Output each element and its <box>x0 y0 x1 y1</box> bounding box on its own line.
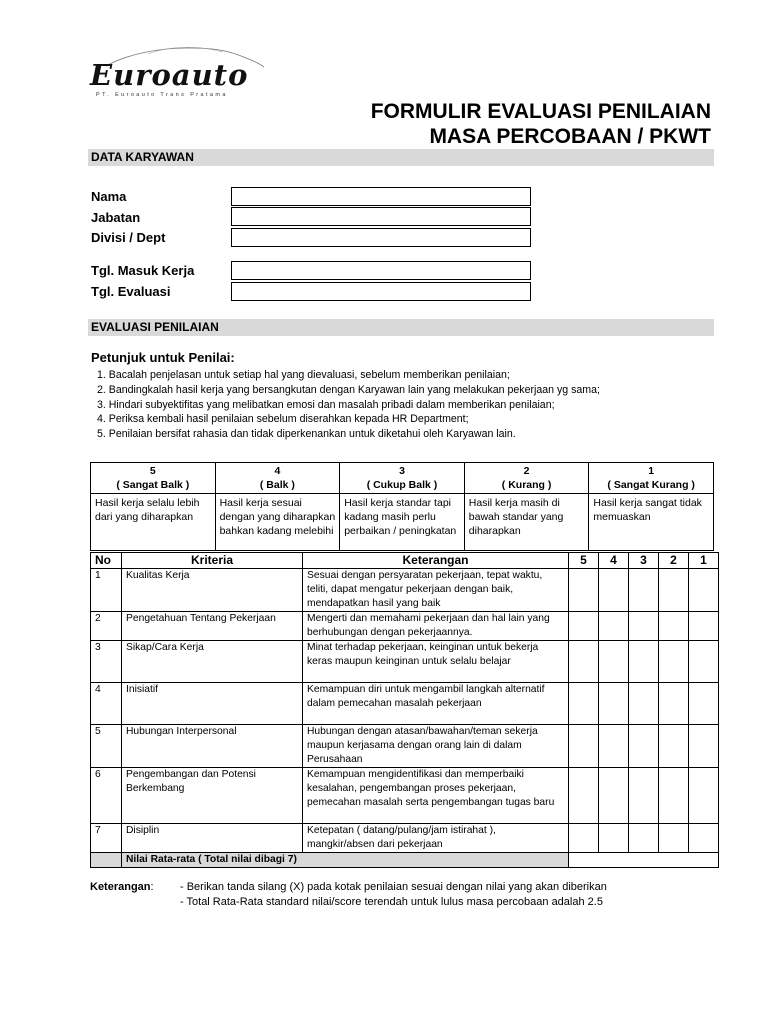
row-kriteria: Inisiatif <box>122 683 303 725</box>
note-line-2: - Total Rata-Rata standard nilai/score terendah untuk lulus masa percobaan adalah 2.5 <box>180 896 603 908</box>
logo-wordmark: Euroauto <box>90 58 249 92</box>
input-jabatan[interactable] <box>231 207 531 226</box>
score-cell-4[interactable] <box>599 824 629 853</box>
score-cell-2[interactable] <box>659 683 689 725</box>
score-cell-3[interactable] <box>629 641 659 683</box>
scale-header-3: 3 ( Cukup Balk ) <box>340 463 465 494</box>
scale-desc-5: Hasil kerja selalu lebih dari yang diharapkan <box>91 494 216 551</box>
instruction-item: 3. Hindari subyektifitas yang melibatkan emosi dan masalah pribadi dalam memberikan penilaian; <box>97 398 555 411</box>
instruction-item: 5. Penilaian bersifat rahasia dan tidak diperkenankan untuk diketahui oleh Karyawan lain. <box>97 428 516 441</box>
scale-desc-4: Hasil kerja sesuai dengan yang diharapkan bahkan kadang melebihi <box>215 494 340 551</box>
score-cell-4[interactable] <box>599 768 629 824</box>
form-title-line1: FORMULIR EVALUASI PENILAIAN <box>370 100 711 123</box>
label-tgl-masuk: Tgl. Masuk Kerja <box>91 263 195 278</box>
notes-label: Keterangan: <box>90 881 154 893</box>
score-cell-1[interactable] <box>689 824 719 853</box>
table-row <box>91 641 719 683</box>
scale-header-4: 4 ( Balk ) <box>215 463 340 494</box>
note-line-1: - Berikan tanda silang (X) pada kotak penilaian sesuai dengan nilai yang akan diberikan <box>180 881 607 893</box>
table-row <box>91 612 719 641</box>
row-kriteria: Disiplin <box>122 824 303 853</box>
score-cell-1[interactable] <box>689 612 719 641</box>
input-divisi[interactable] <box>231 228 531 247</box>
label-jabatan: Jabatan <box>91 210 141 225</box>
score-cell-2[interactable] <box>659 612 689 641</box>
row-no: 7 <box>91 824 122 853</box>
col-header-score-1: 1 <box>689 553 719 569</box>
instruction-item: 4. Periksa kembali hasil penilaian sebelum diserahkan kepada HR Department; <box>97 413 469 426</box>
input-tgl-evaluasi[interactable] <box>231 282 531 301</box>
form-title-line2: MASA PERCOBAAN / PKWT <box>429 125 711 148</box>
col-header-score-5: 5 <box>569 553 599 569</box>
col-header-kriteria: Kriteria <box>122 553 303 569</box>
row-no: 4 <box>91 683 122 725</box>
company-logo <box>88 40 268 100</box>
label-nama: Nama <box>91 189 127 204</box>
row-keterangan: Mengerti dan memahami pekerjaan dan hal lain yang berhubungan dengan pekerjaannya. <box>303 612 569 641</box>
row-kriteria: Sikap/Cara Kerja <box>122 641 303 683</box>
score-cell-2[interactable] <box>659 569 689 612</box>
row-kriteria: Hubungan Interpersonal <box>122 725 303 768</box>
table-row <box>91 725 719 768</box>
scale-desc-2: Hasil kerja masih di bawah standar yang diharapkan <box>464 494 589 551</box>
row-no: 3 <box>91 641 122 683</box>
score-cell-3[interactable] <box>629 683 659 725</box>
instruction-item: 1. Bacalah penjelasan untuk setiap hal yang dievaluasi, sebelum memberikan penilaian; <box>97 369 510 381</box>
logo-company-name: PT. Euroauto Trans Pratama <box>96 92 228 98</box>
label-divisi: Divisi / Dept <box>91 230 166 245</box>
instruction-item: 2. Bandingkalah hasil kerja yang bersangkutan dengan Karyawan lain yang melakukan pekerjaan yg sama; <box>97 383 600 396</box>
section-evaluasi-penilaian: EVALUASI PENILAIAN <box>88 319 714 336</box>
score-cell-2[interactable] <box>659 824 689 853</box>
table-row <box>91 683 719 725</box>
score-cell-2[interactable] <box>659 641 689 683</box>
average-row <box>91 853 719 868</box>
row-kriteria: Pengembangan dan Potensi Berkembang <box>122 768 303 824</box>
rating-scale-table <box>90 462 714 551</box>
score-cell-4[interactable] <box>599 725 629 768</box>
average-row-spacer <box>91 853 122 868</box>
score-cell-5[interactable] <box>569 725 599 768</box>
scale-header-5: 5 ( Sangat Balk ) <box>91 463 216 494</box>
row-keterangan: Kemampuan diri untuk mengambil langkah alternatif dalam pemecahan masalah pekerjaan <box>303 683 569 725</box>
average-label: Nilai Rata-rata ( Total nilai dibagi 7) <box>122 853 569 868</box>
label-tgl-evaluasi: Tgl. Evaluasi <box>91 284 171 299</box>
score-cell-5[interactable] <box>569 569 599 612</box>
instructions-list <box>97 368 600 442</box>
score-cell-1[interactable] <box>689 725 719 768</box>
col-header-score-3: 3 <box>629 553 659 569</box>
scale-header-1: 1 ( Sangat Kurang ) <box>589 463 714 494</box>
scale-desc-1: Hasil kerja sangat tidak memuaskan <box>589 494 714 551</box>
score-cell-1[interactable] <box>689 641 719 683</box>
row-no: 5 <box>91 725 122 768</box>
score-cell-3[interactable] <box>629 569 659 612</box>
scale-header-2: 2 ( Kurang ) <box>464 463 589 494</box>
row-keterangan: Minat terhadap pekerjaan, keinginan untuk bekerja keras maupun keinginan untuk selalu belajar <box>303 641 569 683</box>
row-no: 1 <box>91 569 122 612</box>
section-data-karyawan: DATA KARYAWAN <box>88 149 714 166</box>
score-cell-1[interactable] <box>689 768 719 824</box>
col-header-score-4: 4 <box>599 553 629 569</box>
score-cell-1[interactable] <box>689 683 719 725</box>
instructions-heading: Petunjuk untuk Penilai: <box>91 350 235 365</box>
row-keterangan: Kemampuan mengidentifikasi dan memperbaiki kesalahan, pengembangan proses pekerjaan, pemecahan masalah serta pengembangan tugas baru <box>303 768 569 824</box>
col-header-score-2: 2 <box>659 553 689 569</box>
criteria-table <box>90 552 719 868</box>
score-cell-3[interactable] <box>629 612 659 641</box>
score-cell-3[interactable] <box>629 824 659 853</box>
score-cell-5[interactable] <box>569 824 599 853</box>
score-cell-1[interactable] <box>689 569 719 612</box>
score-cell-3[interactable] <box>629 768 659 824</box>
score-cell-2[interactable] <box>659 725 689 768</box>
score-cell-4[interactable] <box>599 569 629 612</box>
average-value-cell[interactable] <box>569 853 719 868</box>
input-tgl-masuk[interactable] <box>231 261 531 280</box>
row-keterangan: Hubungan dengan atasan/bawahan/teman sekerja maupun kerjasama dengan orang lain di dalam Perusahaan <box>303 725 569 768</box>
score-cell-4[interactable] <box>599 683 629 725</box>
score-cell-5[interactable] <box>569 612 599 641</box>
score-cell-3[interactable] <box>629 725 659 768</box>
row-no: 2 <box>91 612 122 641</box>
scale-desc-3: Hasil kerja standar tapi kadang masih perlu perbaikan / peningkatan <box>340 494 465 551</box>
row-keterangan: Sesuai dengan persyaratan pekerjaan, tepat waktu, teliti, dapat mengatur pekerjaan dengan baik, mendapatkan hasil yang baik <box>303 569 569 612</box>
score-cell-5[interactable] <box>569 683 599 725</box>
row-kriteria: Kualitas Kerja <box>122 569 303 612</box>
table-row <box>91 824 719 853</box>
score-cell-4[interactable] <box>599 612 629 641</box>
notes-section <box>90 880 607 910</box>
input-nama[interactable] <box>231 187 531 206</box>
score-cell-5[interactable] <box>569 768 599 824</box>
table-row <box>91 768 719 824</box>
row-keterangan: Ketepatan ( datang/pulang/jam istirahat ), mangkir/absen dari pekerjaan <box>303 824 569 853</box>
row-no: 6 <box>91 768 122 824</box>
score-cell-4[interactable] <box>599 641 629 683</box>
col-header-keterangan: Keterangan <box>303 553 569 569</box>
score-cell-2[interactable] <box>659 768 689 824</box>
row-kriteria: Pengetahuan Tentang Pekerjaan <box>122 612 303 641</box>
col-header-no: No <box>91 553 122 569</box>
table-row <box>91 569 719 612</box>
score-cell-5[interactable] <box>569 641 599 683</box>
